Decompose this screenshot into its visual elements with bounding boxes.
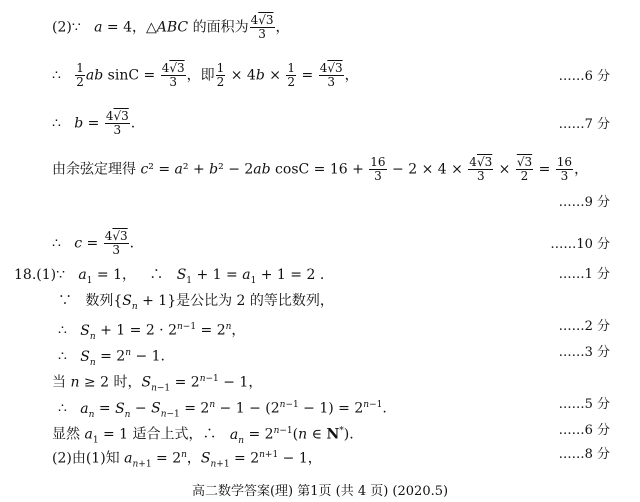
- score-mark: ……1 分: [558, 267, 610, 282]
- answer-sheet-page: (2)∵ a = 4，△ABC 的面积为 $\frac{4√3}{3}$ ， ∴ $\frac{1}{2}$ ab sinC = $\frac{4√3}{3}$ ，即 $\frac{1}{2}$ × 4b × $\frac{1}{2}$ = $\frac{4√3}{3}$ ， ……6 分 ∴ b = $\frac{4√3}{3}$ . ……7 分 由余弦定理得 c² = a² + b² − 2ab cosC = 16 + $\frac{16}{3}$ − 2 × 4 × $\frac{4√3}{3}$ × $\frac{√3}{2}$ = $\frac{16}{3}$ ， ……9 分 ∴ c = $\frac{4√3}{3}$ . ……10 分 18.(1)∵ $a_1 = 1$， ∴ $S_1 + 1 = a_1 + 1 = 2$ . ……1 分 ∵ 数列$\{S_n + 1\}$是公比为 2 的等比数列， ∴ $S_n + 1 = 2 \cdot 2^{n-1} = 2^n$， ……2 分 ∴ $S_n = 2^n - 1$. ……3 分 当 n ≥ 2 时，$S_{n-1} = 2^{n-1} - 1$， ∴ $a_n = S_n - S_{n-1} = 2^n - 1 - (2^{n-1} - 1) = 2^{n-1}$. ……5 分 显然 $a_1 = 1$ 适合上式，∴ $a_n = 2^{n-1}(n$ ∈ N*). ……6 分 (2)由(1)知 $a_{n+1} = 2^n$，$S_{n+1} = 2^{n+1} - 1$， ……8 分 高二数学答案(理) 第1页 (共 4 页) (2020.5): [0, 0, 640, 502]
- score-mark: ……9 分: [558, 195, 610, 210]
- score-mark: ……8 分: [558, 447, 610, 462]
- score-mark: ……7 分: [558, 117, 610, 132]
- score-mark: ……5 分: [558, 397, 610, 412]
- score-mark: ……3 分: [558, 345, 610, 360]
- score-mark: ……6 分: [558, 423, 610, 438]
- score-mark: ……6 分: [558, 69, 610, 84]
- score-mark: ……10 分: [550, 237, 610, 252]
- page-footer: 高二数学答案(理) 第1页 (共 4 页) (2020.5): [191, 484, 449, 499]
- score-mark: ……2 分: [558, 319, 610, 334]
